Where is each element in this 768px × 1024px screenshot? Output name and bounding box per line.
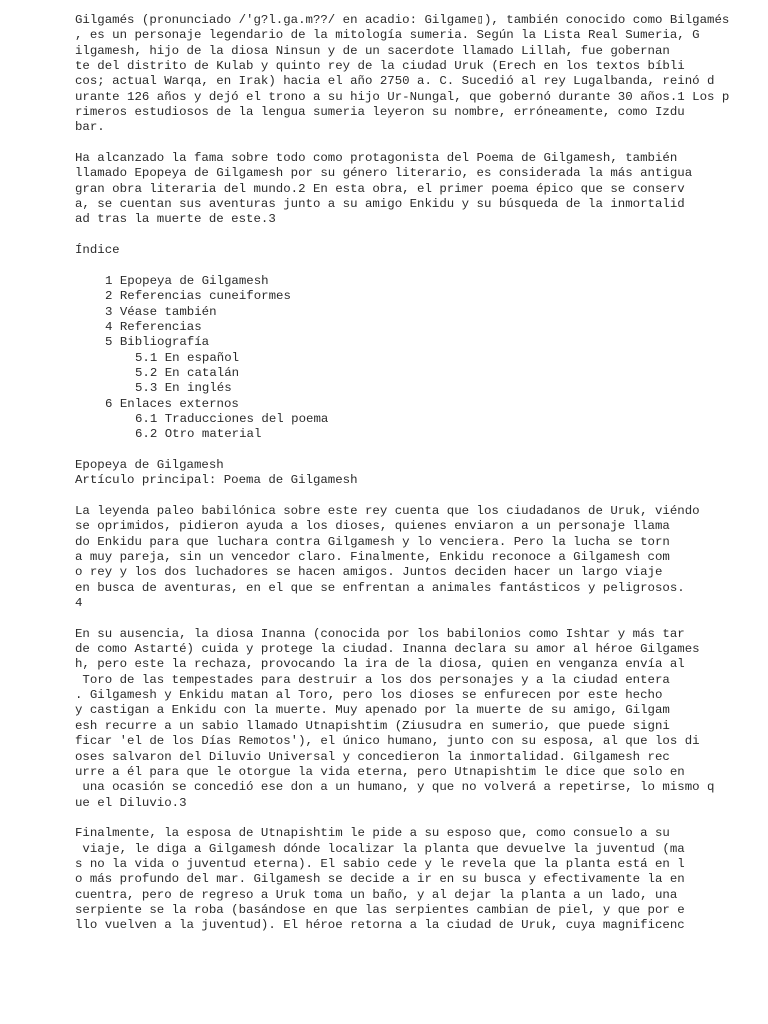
inanna-paragraph <box>75 627 755 811</box>
text-line: viaje, le diga a Gilgamesh dónde localizar la planta que devuelve la juventud (ma <box>75 841 685 856</box>
main-article-link[interactable]: Artículo principal: Poema de Gilgamesh <box>75 473 358 488</box>
toc-subitem[interactable]: 6.1 Traducciones del poema <box>135 411 329 426</box>
text-line: La leyenda paleo babilónica sobre este rey cuenta que los ciudadanos de Uruk, viéndo <box>75 504 700 518</box>
section-title: Epopeya de Gilgamesh <box>75 457 224 472</box>
text-line: urre a él para que le otorgue la vida eterna, pero Utnapishtim le dice que solo en <box>75 764 685 779</box>
text-line: bar. <box>75 120 105 135</box>
text-line: Gilgamés (pronunciado /'g?l.ga.m??/ en acadio: Gilgame▯), también conocido como Bilgamés <box>75 13 730 27</box>
text-line: o más profundo del mar. Gilgamesh se decide a ir en su busca y efectivamente la en <box>75 872 685 887</box>
toc-item[interactable]: 6 Enlaces externos <box>105 396 239 411</box>
spacer <box>75 228 755 243</box>
toc-subitem[interactable]: 5.1 En español <box>135 350 240 365</box>
text-line: a, se cuentan sus aventuras junto a su amigo Enkidu y su búsqueda de la inmortalid <box>75 197 685 212</box>
spacer <box>75 259 755 274</box>
text-line: cuentra, pero de regreso a Uruk toma un baño, y al dejar la planta a un lado, una <box>75 887 678 902</box>
toc-item[interactable]: 2 Referencias cuneiformes <box>105 289 291 304</box>
text-line: llo vuelven a la juventud). El héroe retorna a la ciudad de Uruk, cuya magnificenc <box>75 918 685 933</box>
text-line: ad tras la muerte de este.3 <box>75 212 276 227</box>
document-page <box>75 13 755 934</box>
text-line: una ocasión se concedió ese don a un humano, y que no volverá a repetirse, lo mismo q <box>75 780 715 795</box>
text-line: oses salvaron del Diluvio Universal y concedieron la inmortalidad. Gilgamesh rec <box>75 749 670 764</box>
finale-paragraph <box>75 826 755 933</box>
text-line: Finalmente, la esposa de Utnapishtim le pide a su esposo que, como consuelo a su <box>75 826 670 841</box>
text-line: ilgamesh, hijo de la diosa Ninsun y de un sacerdote llamado Lillah, fue gobernan <box>75 43 670 58</box>
text-line: , es un personaje legendario de la mitología sumeria. Según la Lista Real Sumeria, G <box>75 28 700 43</box>
text-line: gran obra literaria del mundo.2 En esta obra, el primer poema épico que se conserv <box>75 181 685 196</box>
text-line: ficar 'el de los Días Remotos'), el único humano, junto con su esposa, al que los di <box>75 734 700 749</box>
text-line: urante 126 años y dejó el trono a su hijo Ur-Nungal, que gobernó durante 30 años.1 Los p <box>75 89 730 104</box>
text-line: s no la vida o juventud eterna). El sabio cede y le revela que la planta está en l <box>75 856 685 871</box>
text-line: cos; actual Warqa, en Irak) hacia el año 2750 a. C. Sucedió al rey Lugalbanda, reinó d <box>75 74 715 89</box>
text-line: Ha alcanzado la fama sobre todo como protagonista del Poema de Gilgamesh, también <box>75 151 678 166</box>
text-line: do Enkidu para que luchara contra Gilgamesh y lo venciera. Pero la lucha se torn <box>75 534 670 549</box>
spacer <box>75 611 755 626</box>
text-line: . Gilgamesh y Enkidu matan al Toro, pero los dioses se enfurecen por este hecho <box>75 688 663 703</box>
intro-paragraph <box>75 13 755 136</box>
text-line: esh recurre a un sabio llamado Utnapishtim (Ziusudra en sumerio, que puede signi <box>75 718 670 733</box>
text-line: h, pero este la rechaza, provocando la ira de la diosa, quien en venganza envía al <box>75 657 685 672</box>
text-line: o rey y los dos luchadores se hacen amigos. Juntos deciden hacer un largo viaje <box>75 565 663 580</box>
text-line: 4 <box>75 596 83 611</box>
legend-paragraph <box>75 504 755 611</box>
text-line: a muy pareja, sin un vencedor claro. Finalmente, Enkidu reconoce a Gilgamesh com <box>75 550 670 565</box>
spacer <box>75 811 755 826</box>
text-line: En su ausencia, la diosa Inanna (conocida por los babilonios como Ishtar y más tar <box>75 626 685 641</box>
toc-item[interactable]: 4 Referencias <box>105 319 202 334</box>
text-line: de como Astarté) cuida y protege la ciudad. Inanna declara su amor al héroe Gilgames <box>75 642 700 657</box>
text-line: serpiente se la roba (basándose en que las serpientes cambian de piel, y que por e <box>75 902 685 917</box>
spacer <box>75 136 755 151</box>
fame-paragraph <box>75 151 755 228</box>
text-line: llamado Epopeya de Gilgamesh por su género literario, es considerada la más antigua <box>75 166 693 181</box>
text-line: rimeros estudiosos de la lengua sumeria leyeron su nombre, erróneamente, como Izdu <box>75 105 685 120</box>
text-line: en busca de aventuras, en el que se enfrentan a animales fantásticos y peligrosos. <box>75 580 685 595</box>
table-of-contents <box>75 274 755 443</box>
toc-subitem[interactable]: 5.2 En catalán <box>135 365 240 380</box>
toc-item[interactable]: 5 Bibliografía <box>105 335 210 350</box>
toc-subitem[interactable]: 6.2 Otro material <box>135 427 262 442</box>
text-line: y castigan a Enkidu con la muerte. Muy apenado por la muerte de su amigo, Gilgam <box>75 703 670 718</box>
text-line: ue el Diluvio.3 <box>75 795 187 810</box>
text-line: Toro de las tempestades para destruir a los dos personajes y a la ciudad entera <box>75 672 670 687</box>
text-line: te del distrito de Kulab y quinto rey de la ciudad Uruk (Erech en los textos bíbli <box>75 59 685 74</box>
toc-item[interactable]: 3 Véase también <box>105 304 217 319</box>
toc-item[interactable]: 1 Epopeya de Gilgamesh <box>105 273 269 288</box>
text-line: se oprimidos, pidieron ayuda a los dioses, quienes enviaron a un personaje llama <box>75 519 670 534</box>
spacer <box>75 443 755 458</box>
spacer <box>75 489 755 504</box>
toc-subitem[interactable]: 5.3 En inglés <box>135 381 232 396</box>
toc-heading: Índice <box>75 243 120 258</box>
